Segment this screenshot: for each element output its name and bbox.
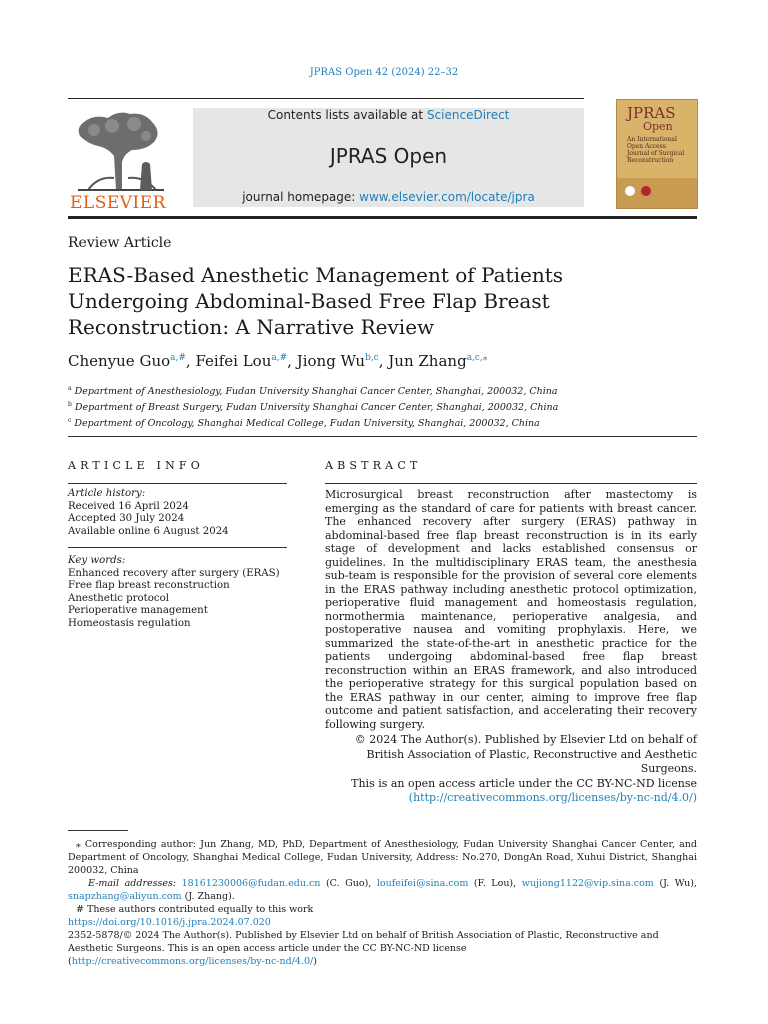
affiliation-key: c [68,417,72,425]
affiliation-item [68,398,558,414]
author-affil-marker[interactable]: b,c [365,353,379,363]
keywords-block [68,555,280,630]
author-affil-marker[interactable]: a,# [271,353,288,363]
corresponding-mark: ⁎ [76,839,81,850]
cover-footer-band [617,178,697,208]
email-addresses [68,877,697,903]
abstract-heading: ABSTRACT [325,459,422,472]
footnotes [68,838,697,968]
email-link[interactable]: wujiong1122@vip.sina.com [521,878,654,889]
affiliation-key: b [68,401,72,409]
contents-prefix: Contents lists available at [267,108,427,122]
accepted-date: Accepted 30 July 2024 [68,513,185,524]
affiliation-text: Department of Anesthesiology, Fudan University Shanghai Cancer Center, Shanghai, 200032, China [74,386,558,398]
paren: ) [313,956,317,967]
abstract-rule [325,483,697,484]
article-type: Review Article [68,235,172,251]
journal-name: JPRAS Open [329,144,448,168]
email-owner: (J. Wu), [659,878,697,889]
author-name[interactable]: Feifei Lou [195,352,272,370]
issn-license-line [68,929,697,968]
affiliation-item [68,414,558,430]
paren: ( [68,956,72,967]
license-link[interactable]: (http://creativecommons.org/licenses/by-nc-nd/4.0/) [408,791,697,804]
article-info-divider [68,547,287,548]
license-line: This is an open access article under the CC BY-NC-ND license [351,776,697,790]
corresponding-author-note [68,838,697,877]
email-link[interactable]: snapzhang@aliyun.com [68,891,182,902]
email-link[interactable]: 18161230006@fudan.edu.cn [181,878,321,889]
doi-link[interactable]: https://doi.org/10.1016/j.jpra.2024.07.020 [68,917,271,928]
article-info-heading: ARTICLE INFO [68,459,204,472]
cover-emblem-icon [625,186,635,196]
issn-text: 2352-5878/© 2024 The Author(s). Published by Elsevier Ltd on behalf of British Association of Plastic, Reconstructive and Aesthetic Surgeons. This is an open access article under the CC BY-NC-ND license [68,930,659,954]
keyword-item: Perioperative management [68,605,208,616]
email-owner: (F. Lou), [473,878,517,889]
author-name[interactable]: Chenyue Guo [68,352,171,370]
equal-contribution-note [68,903,697,916]
keywords-label: Key words: [68,555,126,566]
email-link[interactable]: loufeifei@sina.com [376,878,469,889]
header-rule [68,98,584,99]
received-date: Received 16 April 2024 [68,500,189,512]
journal-masthead [193,108,584,207]
author-list: Chenyue Guo$^{a,\#}$, Feifei Lou$^{a,\#}$, Jiong Wu$^{b,c}$, Jun Zhang$^{a,c,⁎}$ [68,352,488,370]
article-history [68,488,229,538]
affiliation-key: a [68,385,72,392]
journal-homepage-link[interactable]: www.elsevier.com/locate/jpra [359,190,535,204]
contents-line [193,108,584,122]
affiliation-text: Department of Breast Surgery, Fudan University Shanghai Cancer Center, Shanghai, 200032, China [74,402,559,414]
online-date: Available online 6 August 2024 [68,525,229,537]
keyword-item: Homeostasis regulation [68,617,191,629]
masthead-rule [68,216,697,219]
copyright-line: British Association of Plastic, Reconstructive and Aesthetic [366,747,697,761]
keyword-item: Enhanced recovery after surgery (ERAS) [68,567,280,579]
copyright-line: Surgeons. [640,762,697,775]
author-name[interactable]: Jun Zhang [388,352,467,370]
email-owner: (J. Zhang). [184,891,235,902]
equal-mark: # [76,904,84,915]
license-url-link[interactable]: http://creativecommons.org/licenses/by-nc-nd/4.0/ [71,956,314,967]
elsevier-wordmark: ELSEVIER [70,193,166,213]
cover-society-icon [641,186,651,196]
history-label: Article history: [68,488,146,499]
affiliations [68,382,558,430]
email-label: E-mail addresses: [88,878,177,889]
corresponding-text: Corresponding author: Jun Zhang, MD, PhD, Department of Anesthesiology, Fudan University Shanghai Cancer Center, and Department of Oncology, Shanghai Medical College, Fudan University, Address: No.270, DongAn Road, Xuhui District, Shanghai 200032, China [68,839,697,876]
cover-subtitle: An International Open Access Journal of Surgical Reconstruction [627,136,685,164]
keyword-item: Free flap breast reconstruction [68,580,230,591]
affiliation-item [68,382,558,398]
journal-citation-link[interactable]: JPRAS Open 42 (2024) 22–32 [309,67,459,78]
cover-title-line1: JPRAS [627,104,676,122]
cover-title [627,106,676,134]
author-affil-marker[interactable]: a,c,⁎ [466,353,488,363]
author-name[interactable]: Jiong Wu [296,352,366,370]
keyword-item: Anesthetic protocol [68,592,170,604]
abstract-text: Microsurgical breast reconstruction after mastectomy is emerging as the standard of care for patients with breast cancer. The enhanced recovery after surgery (ERAS) pathway in abdominal-based free flap breast reconstruction is in its early stage of development and lacks established consensus or guidelines. In the multidisciplinary ERAS team, the anesthesia sub-team is responsible for the provision of several core elements in the ERAS pathway including anesthetic protocol optimization, perioperative fluid management and homeostasis regulation, normothermia maintenance, perioperative analgesia, and postoperative nausea and vomiting prophylaxis. Here, we summarized the state-of-the-art in anesthetic practice for the patients undergoing abdominal-based free flap breast reconstruction within an ERAS framework, and also introduced the perioperative strategy for this surgical population based on the ERAS pathway in our center, aiming to improve free flap outcome and patient satisfaction, and accelerating their recovery following surgery. [325,488,697,731]
abstract-copyright [325,733,697,806]
equal-text: These authors contributed equally to this work [87,904,314,915]
author-affil-marker[interactable]: a,# [170,353,186,363]
footnote-rule [68,830,128,831]
homepage-prefix: journal homepage: [242,190,360,204]
journal-cover-thumbnail[interactable] [616,99,698,209]
copyright-line: © 2024 The Author(s). Published by Elsevier Ltd on behalf of [354,733,697,746]
email-owner: (C. Guo), [325,878,372,889]
sciencedirect-link[interactable]: ScienceDirect [426,108,510,122]
section-rule [68,436,697,437]
homepage-line [193,190,584,204]
article-info-rule [68,483,287,484]
cover-title-line2: Open [643,120,673,133]
affiliation-text: Department of Oncology, Shanghai Medical College, Fudan University, Shanghai, 200032, China [74,418,540,430]
article-title: ERAS-Based Anesthetic Management of Patients Undergoing Abdominal-Based Free Flap Breast Reconstruction: A Narrative Review [68,263,563,339]
